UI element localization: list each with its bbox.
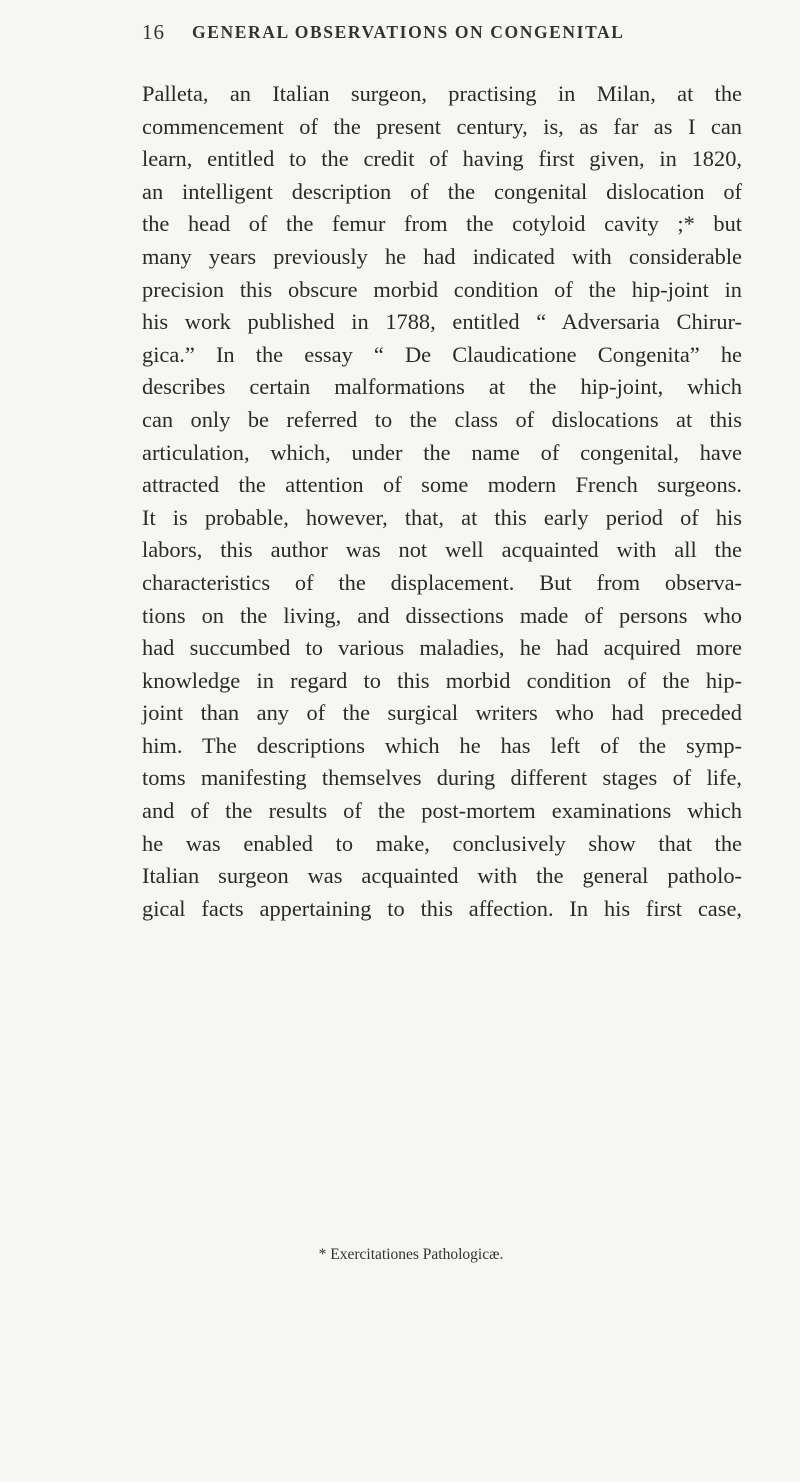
text-line: the head of the femur from the cotyloid cavity ;* but: [142, 211, 742, 237]
text-line: describes certain malformations at the hip-joint, which: [142, 374, 742, 400]
text-line: precision this obscure morbid condition of the hip-joint in: [142, 276, 742, 302]
text-line: Palleta, an Italian surgeon, practising in Milan, at the: [142, 81, 742, 106]
text-line: many years previously he had indicated with considerable: [142, 243, 742, 269]
text-line: he was enabled to make, conclusively show that the: [142, 830, 742, 856]
text-line: joint than any of the surgical writers who had preceded: [142, 700, 742, 726]
text-line: Italian surgeon was acquainted with the general patholo-: [142, 863, 742, 889]
text-line: an intelligent description of the congenital dislocation of: [142, 178, 742, 204]
text-line: commencement of the present century, is, as far as I can: [142, 113, 742, 139]
text-line: knowledge in regard to this morbid condition of the hip-: [142, 667, 742, 693]
text-line: toms manifesting themselves during different stages of life,: [142, 765, 742, 791]
text-line: and of the results of the post-mortem examinations which: [142, 798, 742, 824]
text-line: It is probable, however, that, at this early period of his: [142, 504, 742, 530]
running-head-title: GENERAL OBSERVATIONS ON CONGENITAL: [192, 22, 625, 42]
running-head: [142, 20, 742, 50]
text-line: labors, this author was not well acquainted with all the: [142, 537, 742, 563]
text-line: characteristics of the displacement. But from observa-: [142, 569, 742, 595]
text-line: articulation, which, under the name of congenital, have: [142, 439, 742, 465]
page-number: 16: [142, 20, 165, 44]
text-line: gica.” In the essay “ De Claudicatione Congenita” he: [142, 341, 742, 367]
text-line: can only be referred to the class of dislocations at this: [142, 406, 742, 432]
text-line: learn, entitled to the credit of having first given, in 1820,: [142, 146, 742, 172]
text-line: his work published in 1788, entitled “ Adversaria Chirur-: [142, 309, 742, 335]
text-line: tions on the living, and dissections made of persons who: [142, 602, 742, 628]
text-line: him. The descriptions which he has left of the symp-: [142, 732, 742, 758]
body-paragraph: [142, 78, 742, 925]
footnote: * Exercitationes Pathologicæ.: [318, 1246, 504, 1263]
text-line: had succumbed to various maladies, he had acquired more: [142, 635, 742, 661]
text-line: gical facts appertaining to this affection. In his first case,: [142, 895, 742, 921]
text-line: attracted the attention of some modern French surgeons.: [142, 472, 742, 498]
